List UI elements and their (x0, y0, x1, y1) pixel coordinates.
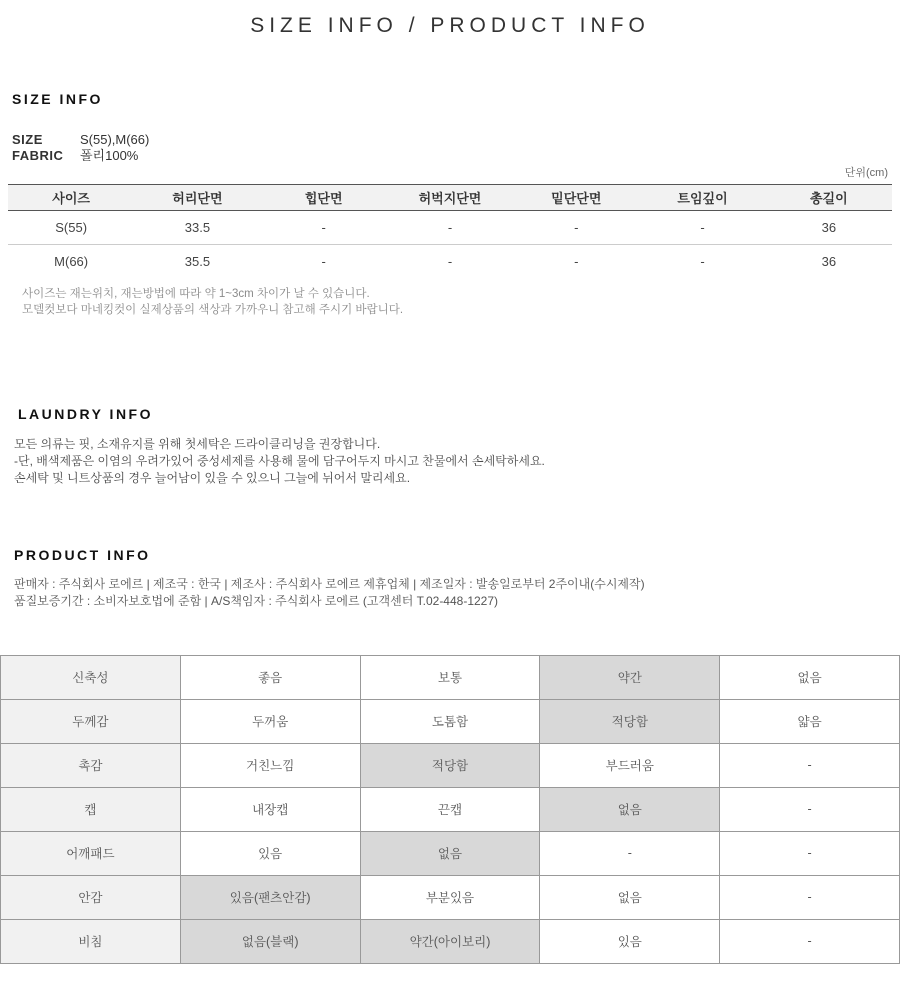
size-info-heading: SIZE INFO (12, 91, 103, 107)
attribute-option-cell: 내장캡 (180, 787, 360, 831)
size-column-header: 총길이 (766, 185, 892, 211)
size-cell: 36 (766, 211, 892, 245)
size-table-body (8, 211, 892, 279)
table-row (8, 211, 892, 245)
size-cell: - (513, 211, 639, 245)
size-cell: - (700, 254, 705, 270)
attribute-option-cell-selected: 없음 (360, 831, 540, 875)
attribute-option-cell: 있음 (180, 831, 360, 875)
size-cell: - (447, 254, 453, 270)
product-info-heading: PRODUCT INFO (14, 546, 151, 563)
attribute-option-cell: 보통 (360, 655, 540, 699)
attribute-option-cell: - (720, 919, 900, 963)
attribute-option-cell-selected: 적당함 (360, 743, 540, 787)
attribute-option-cell: - (720, 831, 900, 875)
size-cell: - (574, 254, 579, 270)
size-column-header: 힙단면 (261, 185, 387, 211)
laundry-line: -단, 배색제품은 이염의 우려가있어 중성세제를 사용해 물에 담구어두지 마시고 찬물에서 손세탁하세요. (14, 453, 545, 468)
attribute-name-cell: 신축성 (1, 655, 181, 699)
table-row (1, 699, 900, 743)
attribute-option-cell: - (540, 831, 720, 875)
fabric-field (12, 148, 900, 164)
page-title: SIZE INFO / PRODUCT INFO (250, 14, 650, 37)
size-field (12, 132, 900, 148)
attribute-option-cell-selected: 약간(아이보리) (360, 919, 540, 963)
laundry-info-heading: LAUNDRY INFO (18, 405, 153, 422)
size-field-label: SIZE (12, 132, 43, 147)
size-column-header: 트임깊이 (639, 185, 765, 211)
attribute-option-cell: 거친느낌 (180, 743, 360, 787)
unit-cm-label: 단위(cm) (844, 167, 888, 179)
size-cell: - (321, 254, 326, 270)
attribute-table-body (1, 655, 900, 963)
attribute-option-cell: 좋음 (180, 655, 360, 699)
size-fabric-fields (12, 132, 900, 163)
attribute-option-cell-selected: 약간 (540, 655, 720, 699)
product-line: 품질보증기간 : 소비자보호법에 준함 | A/S책임자 : 주식회사 로에르 (고객센터 T.02-448-1227) (14, 593, 499, 608)
attribute-name-cell: 어깨패드 (1, 831, 181, 875)
laundry-info-text (14, 436, 900, 487)
table-row (1, 655, 900, 699)
product-line: 판매자 : 주식회사 로에르 | 제조국 : 한국 | 제조사 : 주식회사 로에르 제휴업체 | 제조일자 : 발송일로부터 2주이내(수시제작) (14, 576, 645, 591)
size-cell: 33.5 (134, 211, 260, 245)
size-cell: 35.5 (184, 254, 211, 270)
table-row (1, 787, 900, 831)
table-row (1, 875, 900, 919)
attribute-option-cell-selected: 있음(팬츠안감) (180, 875, 360, 919)
attribute-option-cell-selected: 없음 (540, 787, 720, 831)
fabric-field-value: 폴리100% (80, 147, 139, 163)
size-field-value: S(55),M(66) (80, 132, 150, 147)
attribute-option-cell: 부드러움 (540, 743, 720, 787)
attribute-option-cell: 없음 (720, 655, 900, 699)
attribute-option-cell: 없음 (540, 875, 720, 919)
size-cell: M(66) (54, 254, 89, 270)
product-attribute-table (0, 655, 900, 964)
table-row (1, 919, 900, 963)
size-cell: S(55) (8, 211, 134, 245)
laundry-line: 손세탁 및 니트상품의 경우 늘어남이 있을 수 있으니 그늘에 뉘어서 말리세요. (14, 470, 411, 485)
table-row (1, 743, 900, 787)
attribute-option-cell: 얇음 (720, 699, 900, 743)
size-cell: - (261, 211, 387, 245)
size-measurement-table (8, 184, 892, 279)
attribute-name-cell: 캡 (1, 787, 181, 831)
attribute-option-cell-selected: 적당함 (540, 699, 720, 743)
size-table-header (8, 185, 892, 211)
attribute-name-cell: 비침 (1, 919, 181, 963)
size-cell: - (639, 211, 765, 245)
attribute-option-cell: 두꺼움 (180, 699, 360, 743)
size-note-line: 사이즈는 재는위치, 재는방법에 따라 약 1~3cm 차이가 날 수 있습니다. (22, 287, 370, 300)
attribute-option-cell: - (720, 875, 900, 919)
attribute-option-cell: - (720, 743, 900, 787)
table-row (8, 245, 892, 279)
size-column-header: 허벅지단면 (387, 185, 513, 211)
attribute-option-cell: - (720, 787, 900, 831)
fabric-field-label: FABRIC (12, 147, 64, 163)
attribute-name-cell: 촉감 (1, 743, 181, 787)
attribute-option-cell: 부분있음 (360, 875, 540, 919)
size-table-header-row (8, 185, 892, 211)
size-note-line: 모델컷보다 마네킹컷이 실제상품의 색상과 가까우니 참고해 주시기 바랍니다. (22, 303, 404, 316)
attribute-option-cell-selected: 없음(블랙) (180, 919, 360, 963)
size-cell: - (387, 211, 513, 245)
size-column-header: 밑단단면 (513, 185, 639, 211)
size-column-header: 사이즈 (8, 185, 134, 211)
table-row (1, 831, 900, 875)
size-column-header: 허리단면 (134, 185, 260, 211)
laundry-line: 모든 의류는 핏, 소재유지를 위해 첫세탁은 드라이클리닝을 권장합니다. (14, 436, 381, 451)
attribute-name-cell: 안감 (1, 875, 181, 919)
attribute-option-cell: 끈캡 (360, 787, 540, 831)
attribute-option-cell: 있음 (540, 919, 720, 963)
attribute-option-cell: 도톰함 (360, 699, 540, 743)
attribute-name-cell: 두께감 (1, 699, 181, 743)
size-cell: 36 (821, 254, 837, 270)
size-notes (22, 286, 900, 318)
product-info-text (14, 576, 900, 610)
